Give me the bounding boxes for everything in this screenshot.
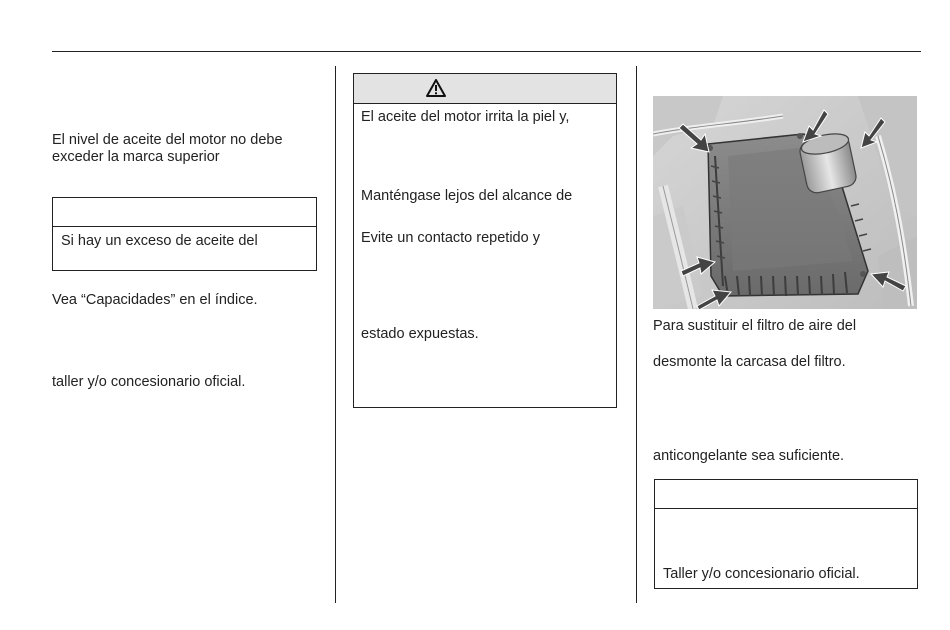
air-filter-housing-photo	[653, 96, 917, 309]
warning-line-1: El aceite del motor irrita la piel y,	[361, 109, 570, 125]
note-box-left-text: Si hay un exceso de aceite del	[61, 233, 258, 249]
oil-level-line-2: exceder la marca superior	[52, 149, 220, 165]
warning-triangle-icon	[426, 79, 446, 97]
column-divider-1	[335, 66, 336, 603]
antifreeze-paragraph: anticongelante sea suficiente.	[653, 448, 845, 464]
warning-line-2: Manténgase lejos del alcance de	[361, 188, 573, 204]
oil-level-line-1: El nivel de aceite del motor no debe	[52, 132, 283, 148]
capacities-paragraph: Vea “Capacidades” en el índice.	[52, 292, 258, 308]
warning-line-4: estado expuestas.	[361, 326, 479, 342]
figure-caption-line-1: Para sustituir el filtro de aire del	[653, 318, 857, 334]
figure-caption-line-2: desmonte la carcasa del filtro.	[653, 354, 846, 370]
air-filter-illustration	[653, 96, 917, 309]
note-box-right	[654, 479, 918, 589]
top-rule	[52, 51, 921, 52]
note-box-right-header	[655, 480, 917, 509]
column-divider-2	[636, 66, 637, 603]
workshop-paragraph: taller y/o concesionario oficial.	[52, 374, 246, 390]
warning-box-header	[354, 74, 616, 104]
note-box-right-text: Taller y/o concesionario oficial.	[663, 566, 860, 582]
note-box-left	[52, 197, 317, 271]
warning-box	[353, 73, 617, 408]
note-box-left-header	[53, 198, 316, 227]
warning-line-3: Evite un contacto repetido y	[361, 230, 540, 246]
